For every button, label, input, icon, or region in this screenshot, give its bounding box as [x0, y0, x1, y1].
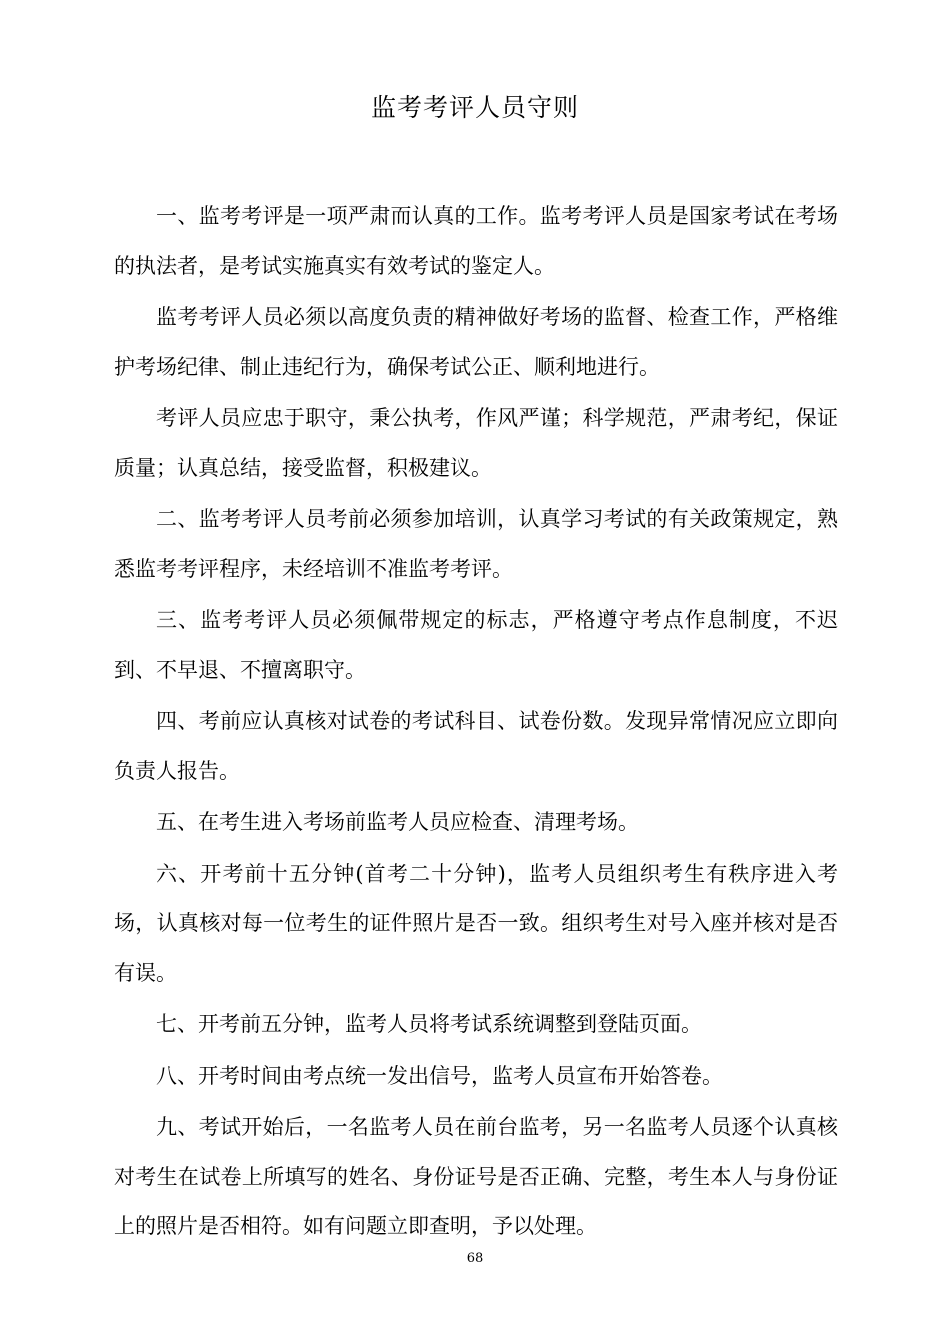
- document-title: 监考考评人员守则: [370, 93, 579, 122]
- paragraph-1: 一、监考考评是一项严肃而认真的工作。监考考评人员是国家考试在考场的执法者，是考试实施真实有效考试的鉴定人。: [114, 204, 838, 278]
- document-body: [114, 192, 838, 1254]
- paragraph-3: 考评人员应忠于职守，秉公执考，作风严谨；科学规范，严肃考纪，保证质量；认真总结，接受监督，积极建议。: [114, 406, 838, 480]
- paragraph-4: 二、监考考评人员考前必须参加培训，认真学习考试的有关政策规定，熟悉监考考评程序，未经培训不准监考考评。: [114, 507, 838, 581]
- page-number: 68: [466, 1251, 484, 1266]
- paragraph-6: 四、考前应认真核对试卷的考试科目、试卷份数。发现异常情况应立即向负责人报告。: [114, 709, 838, 783]
- paragraph-7: 五、在考生进入考场前监考人员应检查、清理考场。: [156, 810, 639, 834]
- paragraph-2: 监考考评人员必须以高度负责的精神做好考场的监督、检查工作，严格维护考场纪律、制止违纪行为，确保考试公正、顺利地进行。: [114, 305, 838, 379]
- paragraph-8: 六、开考前十五分钟(首考二十分钟)，监考人员组织考生有秩序进入考场，认真核对每一位考生的证件照片是否一致。组织考生对号入座并核对是否有误。: [114, 861, 838, 985]
- paragraph-9: 七、开考前五分钟，监考人员将考试系统调整到登陆页面。: [156, 1012, 702, 1036]
- paragraph-11: 九、考试开始后，一名监考人员在前台监考，另一名监考人员逐个认真核对考生在试卷上所填写的姓名、身份证号是否正确、完整，考生本人与身份证上的照片是否相符。如有问题立即查明，予以处理。: [114, 1115, 838, 1238]
- paragraph-5: 三、监考考评人员必须佩带规定的标志，严格遵守考点作息制度，不迟到、不早退、不擅离职守。: [114, 608, 838, 682]
- paragraph-10: 八、开考时间由考点统一发出信号，监考人员宣布开始答卷。: [156, 1063, 723, 1088]
